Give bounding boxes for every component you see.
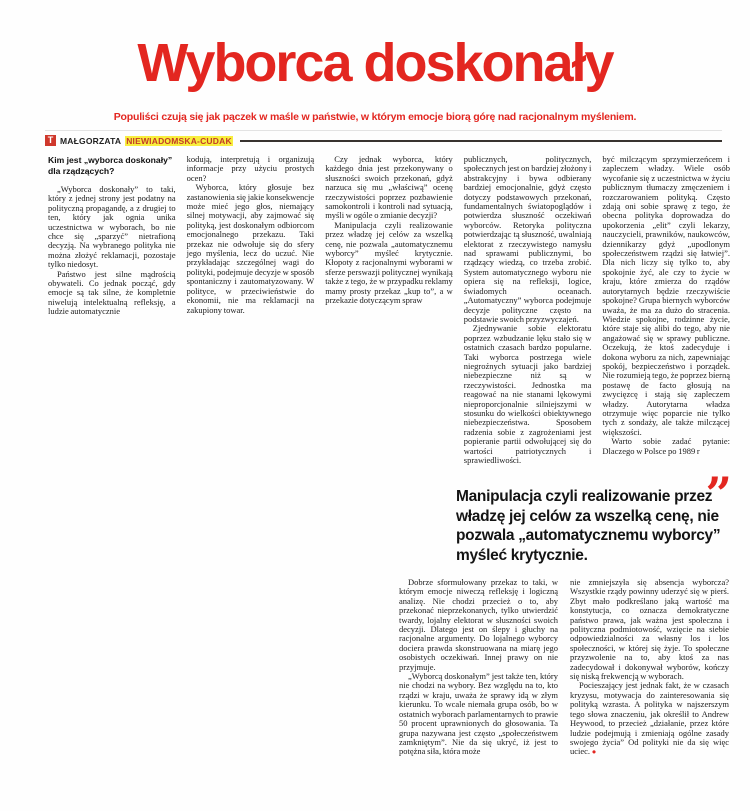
paragraph: kodują, interpretują i organizują informacje przy użyciu prostych ocen? (186, 154, 315, 183)
pull-quote-text: Manipulacja czyli realizowanie przez władzę jej celów za wszelką cenę, nie pozwala „automatycznemu wyborcy” myśleć krytycznie. (456, 488, 721, 564)
paragraph: Dobrze sformułowany przekaz to taki, w którym emocje niweczą refleksję i logiczną analizę. Nie chodzi przecież o to, aby przekonać nieprzekonanych, tylko utwierdzić twardy, lojalny elektorat w słuszności swoich decyzji. Dlatego jest on ślepy i głuchy na racjonalne argumenty. Do lojalnego wyborcy dociera prawda skonstruowana na miarę jego osobistych oczekiwań. Innej prawy on nie przyjmuje. (399, 577, 558, 672)
text-column-7 (570, 578, 729, 757)
text-column-5 (602, 155, 730, 465)
article-columns-top (48, 155, 730, 465)
paragraph: publicznych, politycznych, społecznych jest on bardziej złożony i abstrakcyjny i bywa odbierany bardziej emocjonalnie, gdyż często dotyczy podstawowych przekonań, fundamentalnych światopoglądów i potwierdza słuszność oczekiwań wyborców. Retoryka polityczna potwierdzając tą słuszność, uwalniają elektorat z rzeczywistego namysłu nad sprawami publicznymi, bo rządzący wiedzą, co trzeba zrobić. System automatycznego wyboru nie opiera się na refleksji, logice, świadomych oceanach. „Automatyczny” wyborca podejmuje decyzje polityczne często na podstawie swoich przyzwyczajeń. (463, 154, 592, 324)
text-column-3 (325, 155, 453, 465)
end-of-article-icon: ● (591, 747, 597, 757)
paragraph: Zjednywanie sobie elektoratu poprzez wzbudzanie lęku stało się w ostatnich czasach bardzo popularne. Taki wyborca postrzega wiele niegroźnych sytuacji jako bardziej niebezpieczne niż są w rzeczywistości. Jednostka ma reagować na nie stanami lękowymi nieproporcjonalnie silniejszymi w stosunku do wielkości obiektywnego niebezpieczeństwa. Sposobem radzenia sobie z zagrożeniami jest popieranie partii odwołującej się do wartości patriotycznych i sprawiedliwości. (463, 323, 592, 465)
text-column-4 (464, 155, 592, 465)
text-column-6 (399, 578, 558, 757)
byline (45, 130, 722, 148)
byline-rule (240, 140, 722, 142)
text-column-2 (187, 155, 315, 465)
article-standfirst: Populiści czują się jak pączek w maśle w państwie, w którym emocje biorą górę nad racjonalnym myśleniem. (113, 111, 637, 123)
quote-mark-icon: ” (705, 467, 732, 521)
paragraph: Wyborca, który głosuje bez zastanowienia się jakie konsekwencje może mieć jego głos, niemający silnej motywacji, aby zajmować się polityką, jest doskonałym odbiorcom emocjonalnego przekazu. Taki przekaz nie odwołuje się do sfery jego myślenia, lecz do uczuć. Nie przykładając szczególnej wagi do polityki, podejmuje decyzje w sposób spontaniczny i zautomatyzowany. W polityce, w przeciwieństwie do ekonomii, nie ma reklamacji na zakupiony towar. (186, 182, 315, 315)
pull-quote (456, 467, 732, 565)
article-headline: Wyborca doskonały (137, 33, 613, 93)
paragraph-text: Pocieszający jest jednak fakt, że w czasach kryzysu, motywacja do zainteresowania się polityką wzrasta. A polityka w najszerszym tego słowa znaczeniu, jak określił to Andrew Heywood, to przecież „działanie, przez które ludzie podejmują i zmieniają ogólne zasady swojego życia” Od polityki nie da się więc uciec. (570, 680, 729, 757)
text-column-1 (48, 155, 176, 465)
paragraph: „Wyborcą doskonałym” jest także ten, który nie chodzi na wybory. Bez względu na to, kto rządzi w kraju, uważa że sprawy idą w złym kierunku. To wcale niemała grupa osób, bo w ostatnich wyborach parlamentarnych to prawie 50 procent uprawnionych do głosowania. Ta grupa nazywana jest często „społeczeństwem zamkniętym”. Nie da się ukryć, iż jest to potężna siła, która może (399, 671, 558, 757)
author-first-name: MAŁGORZATA (60, 135, 122, 146)
paragraph: Warto sobie zadać pytanie: Dlaczego w Polsce po 1989 r (602, 436, 730, 456)
paragraph: Manipulacja czyli realizowanie przez władzę jej celów za wszelką cenę, nie pozwala „automatycznemu wyborcy” myśleć krytycznie. Kłopoty z racjonalnymi wyborami w sferze perswazji politycznej wynikają także z tego, że w przypadku reklamy mamy prosty przekaz „kup to”, a w przekazie dotyczącym spraw (325, 219, 453, 306)
paragraph: Czy jednak wyborca, który każdego dnia jest przekonywany o słuszności swoich przekonań, gdyż narzuca się mu „właściwą” ocenę rzeczywistości poprzez pozbawienie samokontroli i kontroli nad sytuacją, myśli w ogóle o zmianie decyzji? (325, 154, 453, 221)
paragraph: nie zmniejszyła się absencja wyborcza? Wszystkie rządy powinny uderzyć się w pierś. Zbyt mało podkreślano jaką wartość ma konstytucja, co oznacza demokratyczne państwo prawa, jak ważna jest społeczna i polityczna podmiotowość, wzięcie na siebie odpowiedzialności za własny los i los społeczności, w której się żyje. To społeczne przyzwolenie na to, aby ktoś za nas zadecydował i dokonywał wyborów, kończy się niską frekwencją w wyborach. (570, 577, 729, 682)
paragraph (570, 681, 729, 756)
paragraph: Państwo jest silne mądrością obywateli. Co jednak począć, gdy emocje są tak silne, że kompletnie niwelują intelektualną refleksję, a ludzie automatycznie (48, 268, 176, 317)
paragraph: być milczącym sprzymierzeńcem i zapleczem władzy. Wiele osób wycofanie się z uczestnictwa w życiu publicznym tłumaczy zmęczeniem i rozczarowaniem polityką. Często zdają oni sobie sprawę z tego, że obecna polityka doprowadza do upokorzenia „elit” czyli lekarzy, nauczycieli, prawników, naukowców, dziennikarzy gdyż „upodlonym społeczeństwem rządzi się łatwiej”. Dla nich liczy się tylko to, aby spokojnie żyć, ale czy to życie w kraju, które zmierza do rządów autorytarnych będzie rzeczywiście spokojne? Grupa biernych wyborców uważa, że ma za dużo do stracenia. Wiedzie spokojne, rodzinne życie, które staje się alibi do tego, aby nie angażować się w sprawy publiczne. Oczekują, że ktoś zadecyduje i dokona wyboru za nich, zapewniając spokój, bezpieczeństwo i porządek. Nie rozumieją tego, że poprzez bierną postawę de facto głosują na zwycięzcę i stają się zapleczem władzy. Autorytarna władza otrzymuje więc poparcie nie tylko tych z sondaży, ale także milczącej większości. (602, 154, 730, 437)
paragraph: „Wyborca doskonały” to taki, który z jednej strony jest podatny na polityczną propagandę, a z drugiej to ten, który jak ognia unika uczestnictwa w wyborach, bo nie chce się „sparzyć” nietrafioną decyzją. Na wybranego polityka nie można złożyć reklamacji, pozostaje tylko niedosyt. (48, 184, 176, 270)
publication-logo-icon: T (45, 135, 56, 146)
article-columns-bottom (399, 578, 729, 757)
author-surname: NIEWIADOMSKA-CUDAK (126, 135, 232, 146)
section-question-heading: Kim jest „wyborca doskonały” dla rządzących? (48, 155, 173, 176)
